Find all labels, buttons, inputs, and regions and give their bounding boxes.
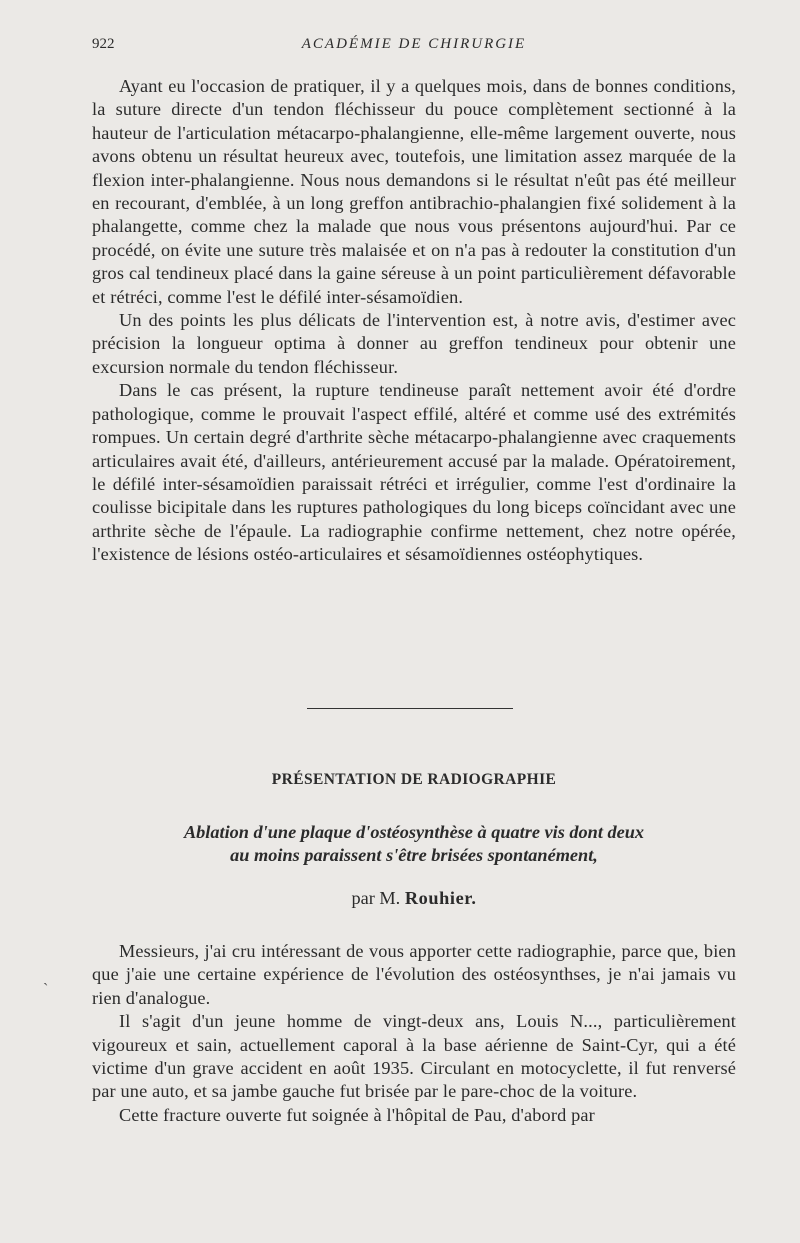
page-number: 922 <box>92 36 115 52</box>
upper-text-block <box>92 75 736 567</box>
paragraph: Ayant eu l'occasion de pratiquer, il y a quelques mois, dans de bonnes conditions, la suture directe d'un tendon fléchisseur du pouce complètement sectionné à la hauteur de l'articulation métacarpo-phalangienne, elle-même largement ouverte, nous avons obtenu un résultat heureux avec, toutefois, une limitation assez marquée de la flexion inter-phalangienne. Nous nous demandons si le résultat n'eût pas été meilleur en recourant, d'emblée, à un long greffon antibrachio-phalangien fixé solidement à la phalangette, comme chez la malade que nous vous présentons aujourd'hui. Par ce procédé, on évite une suture très malaisée et on n'a pas à redouter la constitution d'un gros cal tendineux placé dans la gaine séreuse à un point particulièrement défavorable et rétréci, comme l'est le défilé inter-sésamoïdien. <box>92 76 736 307</box>
article-title <box>92 821 736 867</box>
article-title-line: au moins paraissent s'être brisées spontanément, <box>230 845 598 865</box>
paragraph: Cette fracture ouverte fut soignée à l'hôpital de Pau, d'abord par <box>119 1104 595 1125</box>
running-head <box>92 36 736 58</box>
paragraph: Dans le cas présent, la rupture tendineuse paraît nettement avoir été d'ordre pathologique, comme le prouvait l'aspect effilé, altéré et comme usé des extrémités rompues. Un certain degré d'arthrite sèche métacarpo-phalangienne avec craquements articulaires avait été, d'ailleurs, antérieurement accusé par la malade. Opératoirement, le défilé inter-sésamoïdien paraissait rétréci et irrégulier, comme l'est d'ordinaire la coulisse bicipitale dans les ruptures pathologiques du long biceps coïncidant avec une arthrite sèche de l'épaule. La radiographie confirme nettement, chez notre opérée, l'existence de lésions ostéo-articulaires et sésamoïdiennes ostéophytiques. <box>92 380 736 565</box>
journal-title: ACADÉMIE DE CHIRURGIE <box>301 36 527 52</box>
margin-mark: ˏ <box>43 969 49 986</box>
article-title-line: Ablation d'une plaque d'ostéosynthèse à quatre vis dont deux <box>183 822 645 842</box>
section-separator-rule <box>307 708 513 709</box>
byline-prefix: par M. <box>351 888 401 908</box>
section-heading: PRÉSENTATION DE RADIOGRAPHIE <box>271 771 557 788</box>
paragraph: Il s'agit d'un jeune homme de vingt-deux ans, Louis N..., particulièrement vigoureux et sain, actuellement caporal à la base aérienne de Saint-Cyr, qui a été victime d'un grave accident en août 1935. Circulant en motocyclette, il fut renversé par une auto, et sa jambe gauche fut brisée par le pare-choc de la voiture. <box>92 1011 736 1102</box>
paragraph: Un des points les plus délicats de l'intervention est, à notre avis, d'estimer avec précision la longueur optima à donner au greffon tendineux pour obtenir une excursion normale du tendon fléchisseur. <box>92 310 736 377</box>
author-name: Rouhier. <box>404 888 477 908</box>
paragraph: Messieurs, j'ai cru intéressant de vous apporter cette radiographie, parce que, bien que j'aie une certaine expérience de l'évolution des ostéosynthses, je n'ai jamais vu rien d'analogue. <box>92 941 736 1008</box>
byline <box>92 888 736 909</box>
lower-text-block <box>92 940 736 1127</box>
